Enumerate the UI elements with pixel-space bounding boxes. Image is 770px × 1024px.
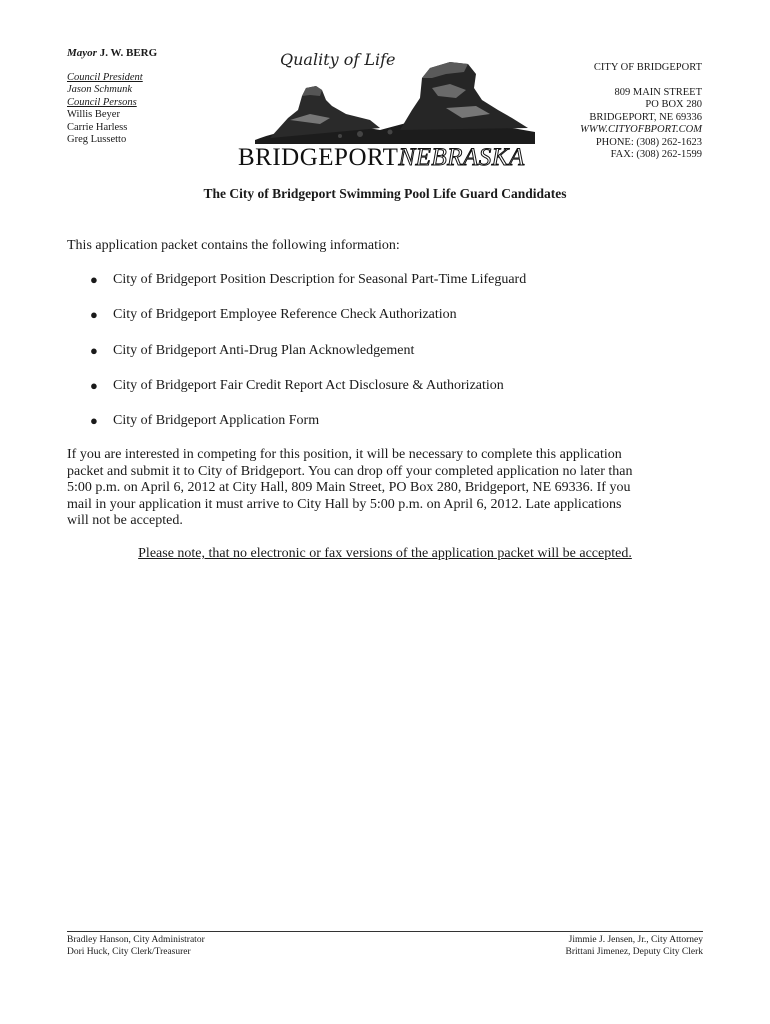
bullet-icon: ● xyxy=(90,272,98,287)
council-person: Greg Lussetto xyxy=(67,134,127,145)
city-address-block xyxy=(502,62,702,162)
bullet-icon: ● xyxy=(90,377,98,393)
mayor-line xyxy=(67,47,237,60)
city-logo xyxy=(238,48,540,178)
page-title: The City of Bridgeport Swimming Pool Life Guard Candidates xyxy=(203,186,567,201)
list-item xyxy=(90,343,526,378)
chimney-rock-illustration xyxy=(250,48,540,148)
city-state-zip: BRIDGEPORT, NE 69336 xyxy=(589,111,702,123)
logo-brand xyxy=(238,144,525,172)
list-item xyxy=(90,272,526,307)
paragraph-line: will not be accepted. xyxy=(67,513,183,529)
phone-number: PHONE: (308) 262-1623 xyxy=(595,136,702,148)
paragraph-line: packet and submit it to City of Bridgeport. You can drop off your completed application no later than xyxy=(67,463,633,479)
website-link[interactable]: WWW.CITYOFBPORT.COM xyxy=(580,124,702,135)
footer-left xyxy=(67,934,205,958)
logo-brand-nebraska: NEBRASKA xyxy=(398,144,525,171)
council-president-name: Jason Schmunk xyxy=(67,84,133,95)
footer-divider xyxy=(67,931,703,932)
officials-block xyxy=(67,47,237,147)
footer-staff: Bradley Hanson, City Administrator xyxy=(67,935,205,945)
logo-brand-bridgeport: BRIDGEPORT xyxy=(238,144,399,171)
footer-right xyxy=(566,934,703,958)
bullet-icon: ● xyxy=(90,342,98,358)
po-box: PO BOX 280 xyxy=(645,99,702,110)
list-item xyxy=(90,307,526,342)
list-item-text: City of Bridgeport Position Description for Seasonal Part-Time Lifeguard xyxy=(113,272,527,287)
mayor-name: J. W. BERG xyxy=(99,47,158,59)
paragraph-line: If you are interested in competing for this position, it will be necessary to complete this application xyxy=(67,447,622,462)
list-item-text: City of Bridgeport Anti-Drug Plan Acknowledgement xyxy=(113,342,415,358)
instructions-paragraph xyxy=(67,447,707,530)
bullet-icon: ● xyxy=(90,413,98,429)
footer-staff: Dori Huck, City Clerk/Treasurer xyxy=(67,947,191,957)
council-person: Willis Beyer xyxy=(67,109,120,120)
fax-number: FAX: (308) 262-1599 xyxy=(610,149,702,160)
submission-notice: Please note, that no electronic or fax versions of the application packet will be accepted. xyxy=(138,546,632,561)
street-address: 809 MAIN STREET xyxy=(614,86,702,98)
bullet-icon: ● xyxy=(90,307,98,323)
list-item xyxy=(90,413,526,448)
packet-contents-list xyxy=(90,272,526,448)
logo-tagline: Quality of Life xyxy=(280,50,396,69)
list-item-text: City of Bridgeport Fair Credit Report Act Disclosure & Authorization xyxy=(113,377,504,393)
intro-text: This application packet contains the following information: xyxy=(67,238,400,253)
footer-staff: Brittani Jimenez, Deputy City Clerk xyxy=(565,947,703,957)
footer-staff: Jimmie J. Jensen, Jr., City Attorney xyxy=(568,935,703,945)
list-item-text: City of Bridgeport Application Form xyxy=(113,413,320,429)
list-item-text: City of Bridgeport Employee Reference Check Authorization xyxy=(113,307,457,323)
paragraph-line: mail in your application it must arrive to City Hall by 5:00 p.m. on April 6, 2012. Late applications xyxy=(67,496,622,512)
council-persons-label: Council Persons xyxy=(67,96,137,108)
city-name: CITY OF BRIDGEPORT xyxy=(593,62,702,73)
council-person: Carrie Harless xyxy=(67,121,128,133)
list-item xyxy=(90,378,526,413)
mayor-title: Mayor xyxy=(67,47,97,59)
council-president-label: Council President xyxy=(67,71,143,83)
paragraph-line: 5:00 p.m. on April 6, 2012 at City Hall, 809 Main Street, PO Box 280, Bridgeport, NE 69336. If you xyxy=(67,480,631,496)
